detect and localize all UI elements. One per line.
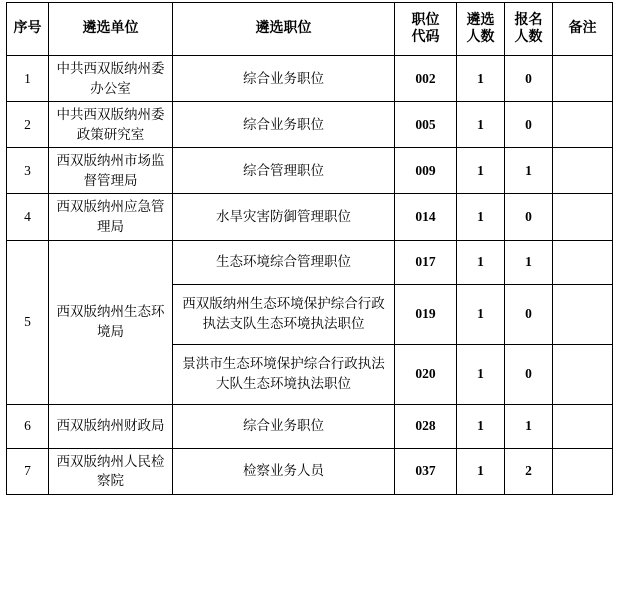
cell-sequence: 1 — [7, 56, 49, 102]
cell-sequence: 3 — [7, 148, 49, 194]
cell-post: 西双版纳州生态环境保护综合行政执法支队生态环境执法职位 — [173, 284, 395, 344]
cell-quota-count: 1 — [457, 344, 505, 404]
table-row — [7, 240, 613, 284]
column-header-post: 遴选职位 — [173, 3, 395, 56]
cell-quota-count: 1 — [457, 102, 505, 148]
cell-unit: 西双版纳州生态环境局 — [49, 240, 173, 404]
column-header-applied: 报名 人数 — [505, 3, 553, 56]
table-row — [7, 448, 613, 494]
cell-remark — [553, 56, 613, 102]
cell-post: 景洪市生态环境保护综合行政执法大队生态环境执法职位 — [173, 344, 395, 404]
cell-applied-count: 0 — [505, 102, 553, 148]
cell-post: 检察业务人员 — [173, 448, 395, 494]
cell-sequence: 4 — [7, 194, 49, 240]
cell-unit: 西双版纳州财政局 — [49, 404, 173, 448]
column-header-code: 职位 代码 — [395, 3, 457, 56]
table-header — [7, 3, 613, 56]
header-row — [7, 3, 613, 56]
cell-position-code: 014 — [395, 194, 457, 240]
cell-sequence: 6 — [7, 404, 49, 448]
cell-unit: 中共西双版纳州委政策研究室 — [49, 102, 173, 148]
cell-remark — [553, 448, 613, 494]
cell-unit: 中共西双版纳州委办公室 — [49, 56, 173, 102]
cell-position-code: 005 — [395, 102, 457, 148]
cell-applied-count: 0 — [505, 284, 553, 344]
cell-quota-count: 1 — [457, 404, 505, 448]
cell-remark — [553, 284, 613, 344]
cell-applied-count: 1 — [505, 148, 553, 194]
cell-position-code: 037 — [395, 448, 457, 494]
cell-position-code: 028 — [395, 404, 457, 448]
cell-position-code: 009 — [395, 148, 457, 194]
table-body — [7, 56, 613, 495]
cell-unit: 西双版纳州人民检察院 — [49, 448, 173, 494]
cell-post: 综合业务职位 — [173, 56, 395, 102]
column-header-unit: 遴选单位 — [49, 3, 173, 56]
cell-remark — [553, 344, 613, 404]
cell-sequence: 2 — [7, 102, 49, 148]
cell-quota-count: 1 — [457, 240, 505, 284]
cell-post: 综合业务职位 — [173, 102, 395, 148]
selection-positions-table — [6, 2, 613, 495]
cell-position-code: 002 — [395, 56, 457, 102]
cell-applied-count: 2 — [505, 448, 553, 494]
cell-quota-count: 1 — [457, 284, 505, 344]
cell-post: 水旱灾害防御管理职位 — [173, 194, 395, 240]
cell-quota-count: 1 — [457, 448, 505, 494]
table-row — [7, 148, 613, 194]
cell-quota-count: 1 — [457, 56, 505, 102]
cell-applied-count: 0 — [505, 344, 553, 404]
cell-applied-count: 0 — [505, 56, 553, 102]
cell-post: 综合业务职位 — [173, 404, 395, 448]
column-header-remark: 备注 — [553, 3, 613, 56]
cell-post: 综合管理职位 — [173, 148, 395, 194]
cell-unit: 西双版纳州应急管理局 — [49, 194, 173, 240]
cell-remark — [553, 240, 613, 284]
cell-position-code: 019 — [395, 284, 457, 344]
table-row — [7, 102, 613, 148]
cell-remark — [553, 194, 613, 240]
cell-position-code: 020 — [395, 344, 457, 404]
column-header-seq: 序号 — [7, 3, 49, 56]
table-row — [7, 194, 613, 240]
cell-quota-count: 1 — [457, 148, 505, 194]
cell-remark — [553, 148, 613, 194]
cell-remark — [553, 404, 613, 448]
cell-sequence: 5 — [7, 240, 49, 404]
cell-applied-count: 1 — [505, 404, 553, 448]
cell-unit: 西双版纳州市场监督管理局 — [49, 148, 173, 194]
table-row — [7, 56, 613, 102]
cell-sequence: 7 — [7, 448, 49, 494]
cell-position-code: 017 — [395, 240, 457, 284]
column-header-quota: 遴选 人数 — [457, 3, 505, 56]
cell-post: 生态环境综合管理职位 — [173, 240, 395, 284]
cell-applied-count: 1 — [505, 240, 553, 284]
table-row — [7, 404, 613, 448]
cell-quota-count: 1 — [457, 194, 505, 240]
cell-remark — [553, 102, 613, 148]
cell-applied-count: 0 — [505, 194, 553, 240]
